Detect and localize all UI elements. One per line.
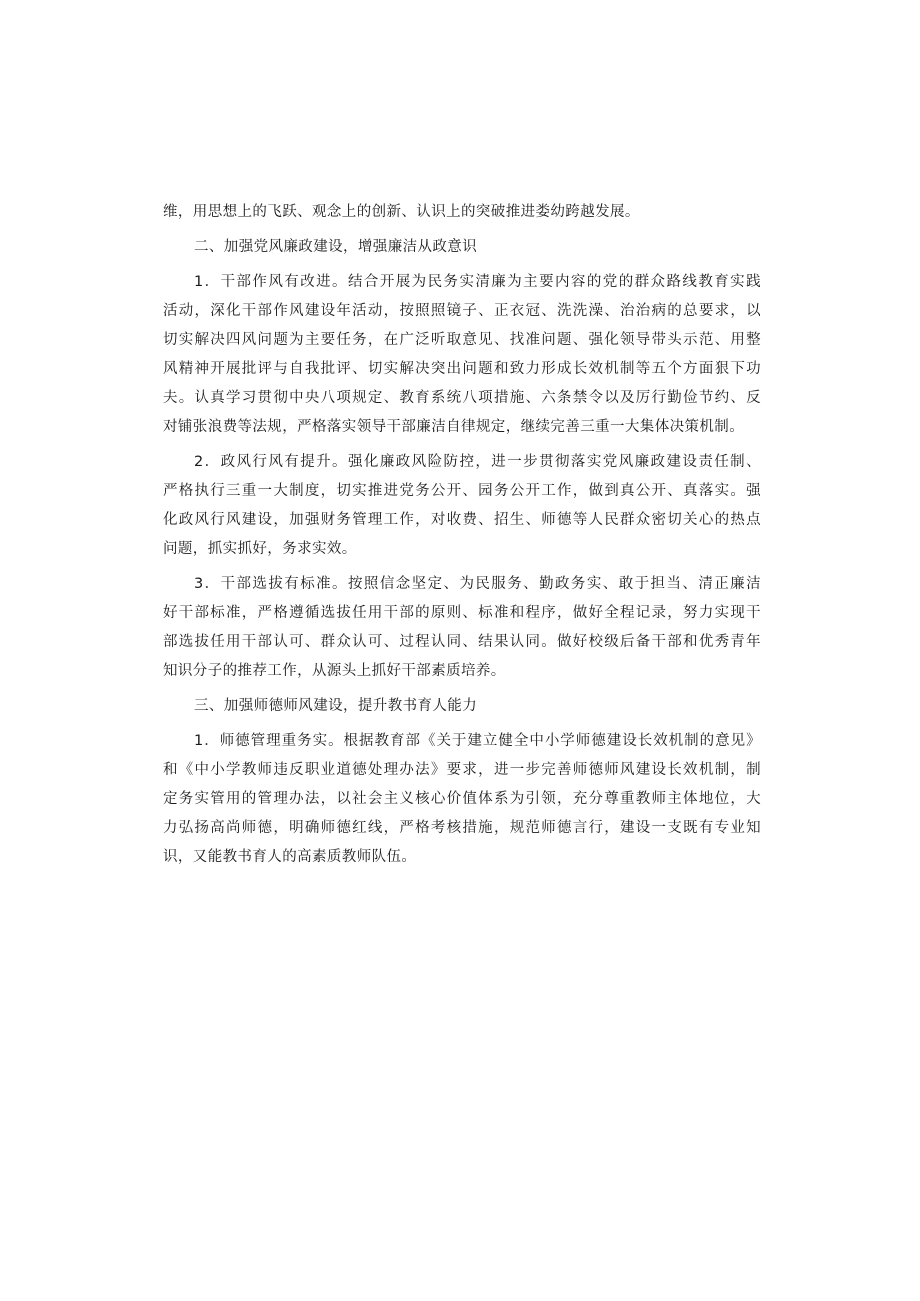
section-heading-3 [163, 692, 761, 721]
government-style-paragraph [163, 448, 761, 564]
paragraph-line: 2．政风行风有提升。强化廉政风险防控，进一步贯彻落实党风廉政建设责任制、 [194, 454, 761, 470]
paragraph-line: 化政风行风建设，加强财务管理工作，对收费、招生、师德等人民群众密切关心的热点 [163, 512, 761, 528]
paragraph-line: 问题，抓实抓好，务求实效。 [163, 541, 357, 557]
paragraph-line: 1．师德管理重务实。根据教育部《关于建立健全中小学师德建设长效机制的意见》 [194, 733, 761, 749]
section-heading: 三、加强师德师风建设，提升教书育人能力 [194, 698, 478, 714]
paragraph-line: 对铺张浪费等法规，严格落实领导干部廉洁自律规定，继续完善三重一大集体决策机制。 [163, 419, 745, 435]
paragraph-line: 知识分子的推荐工作，从源头上抓好干部素质培养。 [163, 663, 506, 679]
paragraph-line: 定务实管用的管理办法，以社会主义核心价值体系为引领，充分尊重教师主体地位，大 [163, 791, 761, 807]
teacher-ethics-paragraph [163, 727, 761, 872]
cadre-style-paragraph [163, 268, 761, 442]
paragraph-line: 识，又能教书育人的高素质教师队伍。 [163, 849, 417, 865]
paragraph-line: 1．干部作风有改进。结合开展为民务实清廉为主要内容的党的群众路线教育实践 [194, 274, 761, 290]
paragraph-line: 力弘扬高尚师德，明确师德红线，严格考核措施，规范师德言行，建设一支既有专业知 [163, 820, 761, 836]
paragraph-line: 严格执行三重一大制度，切实推进党务公开、园务公开工作，做到真公开、真落实。强 [163, 483, 761, 499]
paragraph-line: 风精神开展批评与自我批评、切实解决突出问题和致力形成长效机制等五个方面狠下功 [163, 361, 761, 377]
paragraph-line: 和《中小学教师违反职业道德处理办法》要求，进一步完善师德师风建设长效机制，制 [163, 762, 761, 778]
paragraph-line: 部选拔任用干部认可、群众认可、过程认同、结果认同。做好校级后备干部和优秀青年 [163, 634, 761, 650]
paragraph-line: 夫。认真学习贯彻中央八项规定、教育系统八项措施、六条禁令以及厉行勤俭节约、反 [163, 390, 761, 406]
section-heading: 二、加强党风廉政建设，增强廉洁从政意识 [194, 239, 478, 255]
paragraph-line: 3．干部选拔有标准。按照信念坚定、为民服务、勤政务实、敢于担当、清正廉洁 [194, 576, 761, 592]
paragraph-line: 活动，深化干部作风建设年活动，按照照镜子、正衣冠、洗洗澡、治治病的总要求，以 [163, 303, 761, 319]
cadre-selection-paragraph [163, 570, 761, 686]
section-heading-2 [163, 233, 761, 262]
continuation-paragraph [163, 198, 761, 227]
paragraph-line: 维，用思想上的飞跃、观念上的创新、认识上的突破推进娄幼跨越发展。 [163, 204, 640, 220]
document-body [163, 198, 761, 872]
paragraph-line: 好干部标准，严格遵循选拔任用干部的原则、标准和程序，做好全程记录，努力实现干 [163, 605, 761, 621]
paragraph-line: 切实解决四风问题为主要任务，在广泛听取意见、找准问题、强化领导带头示范、用整 [163, 332, 761, 348]
